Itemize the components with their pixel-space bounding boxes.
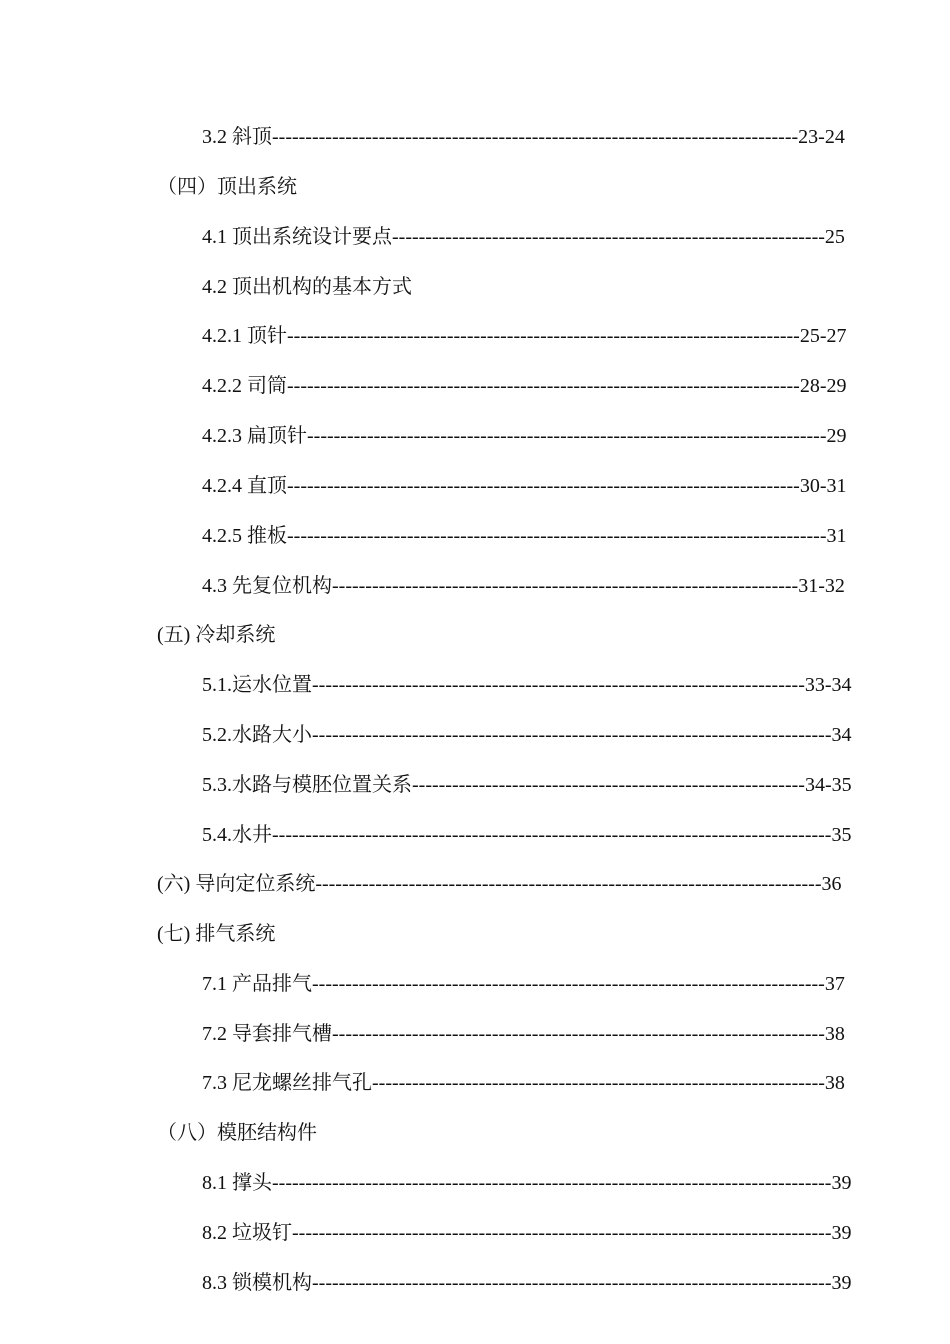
toc-entry-title: 3.2 斜顶 [202,126,272,148]
toc-leader: ------------------------------------------------------------------------------ [307,425,827,447]
toc-entry-title: 4.1 顶出系统设计要点 [202,226,392,248]
toc-entry [202,1019,852,1049]
toc-entry [202,820,853,850]
toc-leader: ------------------------------------------------------------------------------------ [272,824,832,846]
toc-leader: ----------------------------------------------------------------------------- [287,375,800,397]
toc-leader: -------------------------------------------------------------------------- [312,674,805,696]
toc-entry-title: (六) 导向定位系统 [157,873,316,895]
toc-entry [202,1068,852,1098]
toc-page-number: 34-35 [804,774,852,796]
toc-entry-title: 4.3 先复位机构 [202,575,332,597]
toc-leader: ----------------------------------------------------------------------------- [312,973,825,995]
toc-page-number: 39 [831,1272,852,1294]
toc-entry [202,1218,859,1248]
toc-page-number: 29 [826,425,847,447]
toc-leader: ------------------------------------------------------------------------------ [312,724,832,746]
toc-entry [202,571,852,601]
toc-entry [157,919,275,949]
toc-entry [202,1268,859,1298]
toc-entry [202,969,852,999]
toc-entry-title: 5.4.水井 [202,824,272,846]
toc-page-number: 23-24 [798,126,845,148]
toc-entry-title: （四）顶出系统 [157,176,297,198]
toc-leader: ---------------------------------------------------------------------------- [315,873,822,895]
toc-entry-title: 4.2.2 司筒 [202,375,287,397]
toc-entry [202,720,853,750]
toc-entry-title: 8.3 锁模机构 [202,1272,312,1294]
toc-entry-title: 8.2 垃圾钉 [202,1222,292,1244]
toc-entry [202,670,853,700]
toc-entry-title: 5.2.水路大小 [202,724,312,746]
toc-page-number: 33-34 [804,674,852,696]
toc-entry [202,421,853,451]
toc-entry-title: 4.2.4 直顶 [202,475,287,497]
toc-entry [202,122,852,152]
toc-page-number: 30-31 [799,475,847,497]
toc-leader: ------------------------------------------------------------------------------- [272,126,799,148]
toc-entry [202,321,853,351]
toc-entry [202,371,853,401]
toc-page-number: 39 [831,1222,852,1244]
toc-page-number: 25 [824,226,845,248]
toc-page-number: 38 [824,1023,845,1045]
toc-entry [202,272,412,302]
toc-leader: ----------------------------------------------------------------------------- [287,325,800,347]
toc-entry [202,521,853,551]
toc-entry [157,620,275,650]
toc-entry-title: 7.3 尼龙螺丝排气孔 [202,1072,372,1094]
toc-entry-title: 4.2.5 推板 [202,525,287,547]
toc-entry [202,222,852,252]
toc-page-number: 35 [831,824,852,846]
toc-entry [202,770,853,800]
toc-page-number: 31 [826,525,847,547]
toc-entry-title: （八）模胚结构件 [157,1122,317,1144]
toc-entry [157,172,297,202]
toc-page-number: 38 [824,1072,845,1094]
toc-entry-title: 5.1.运水位置 [202,674,312,696]
toc-page-number: 37 [824,973,845,995]
toc-entry-title: (五) 冷却系统 [157,624,276,646]
toc-leader: -------------------------------------------------------------------- [372,1072,825,1094]
toc-entry [157,869,848,899]
toc-entry-title: 4.2 顶出机构的基本方式 [202,276,412,298]
toc-entry [202,1168,859,1198]
toc-entry-title: 8.1 撑头 [202,1172,272,1194]
toc-page-number: 28-29 [799,375,847,397]
toc-entry-title: 4.2.1 顶针 [202,325,287,347]
toc-entry [202,471,853,501]
toc-leader: --------------------------------------------------------------------------------- [287,525,827,547]
toc-leader: ----------------------------------------------------------- [412,774,805,796]
toc-leader: ------------------------------------------------------------------------------ [312,1272,832,1294]
toc-leader: ----------------------------------------------------------------- [392,226,825,248]
toc-leader: ----------------------------------------------------------------------------- [287,475,800,497]
toc-entry [157,1118,317,1148]
toc-entry-title: 4.2.3 扁顶针 [202,425,307,447]
toc-entry-title: 5.3.水路与模胚位置关系 [202,774,412,796]
toc-leader: ------------------------------------------------------------------------------------ [272,1172,832,1194]
toc-leader: --------------------------------------------------------------------------------- [292,1222,832,1244]
toc-page-number: 25-27 [799,325,847,347]
toc-page-number: 39 [831,1172,852,1194]
toc-entry-title: 7.2 导套排气槽 [202,1023,332,1045]
toc-leader: ---------------------------------------------------------------------- [332,575,799,597]
toc-entry-title: 7.1 产品排气 [202,973,312,995]
toc-page-number: 36 [821,873,842,895]
toc-entry-title: (七) 排气系统 [157,923,276,945]
toc-page-number: 31-32 [798,575,845,597]
toc-page-number: 34 [831,724,852,746]
toc-leader: -------------------------------------------------------------------------- [332,1023,825,1045]
